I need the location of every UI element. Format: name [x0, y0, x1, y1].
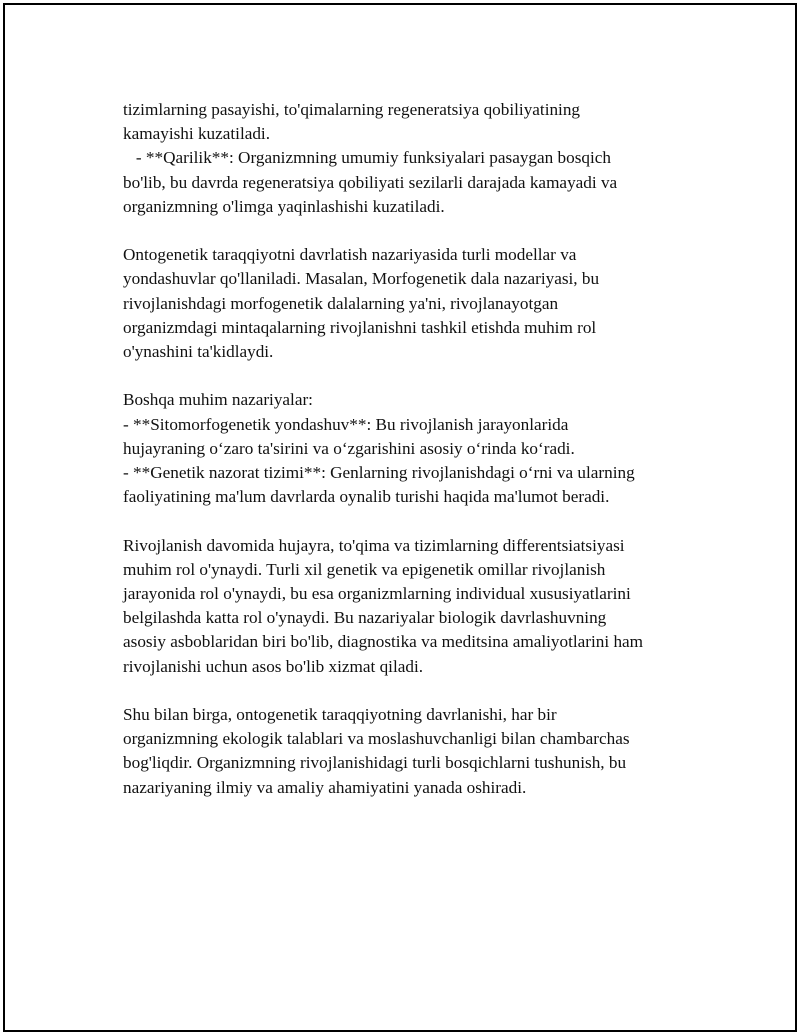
text-line: bog'liqdir. Organizmning rivojlanishidagi turli bosqichlarni tushunish, bu	[123, 753, 627, 773]
text-line: o'ynashini ta'kidlaydi.	[123, 342, 274, 362]
text-line: muhim rol o'ynaydi. Turli xil genetik va epigenetik omillar rivojlanish	[123, 559, 606, 579]
text-line: tizimlarning pasayishi, to'qimalarning regeneratsiya qobiliyatining	[123, 100, 581, 119]
text-line: Boshqa muhim nazariyalar:	[123, 390, 313, 410]
text-line: Rivojlanish davomida hujayra, to'qima va tizimlarning differentsiatsiyasi	[123, 535, 625, 555]
paragraph-aging-stage	[123, 98, 703, 219]
page-frame	[3, 3, 797, 1032]
text-line: jarayonida rol o'ynaydi, bu esa organizmlarning individual xususiyatlarini	[123, 584, 631, 604]
text-line: asosiy asboblaridan biri bo'lib, diagnostika va meditsina amaliyotlarini ham	[123, 632, 644, 652]
text-line: hujayraning o‘zaro ta'sirini va o‘zgarishini asosiy o‘rinda ko‘radi.	[123, 438, 575, 458]
text-line: nazariyaning ilmiy va amaliy ahamiyatini yanada oshiradi.	[123, 777, 527, 797]
text-line: Ontogenetik taraqqiyotni davrlatish nazariyasida turli modellar va	[123, 245, 577, 265]
text-line: - **Genetik nazorat tizimi**: Genlarning rivojlanishdagi o‘rni va ularning	[123, 463, 635, 483]
text-line: yondashuvlar qo'llaniladi. Masalan, Morfogenetik dala nazariyasi, bu	[123, 269, 600, 289]
text-line: rivojlanishdagi morfogenetik dalalarning ya'ni, rivojlanayotgan	[123, 293, 559, 313]
page-body	[123, 98, 703, 824]
text-line: - **Qarilik**: Organizmning umumiy funksiyalari pasaygan bosqich	[123, 148, 612, 168]
paragraph-periodization-theory	[123, 243, 703, 364]
text-line: organizmning ekologik talablari va moslashuvchanligi bilan chambarchas	[123, 729, 630, 749]
text-line: rivojlanishi uchun asos bo'lib xizmat qiladi.	[123, 656, 424, 676]
text-line: belgilashda katta rol o'ynaydi. Bu nazariyalar biologik davrlashuvning	[123, 608, 607, 628]
text-line: Shu bilan birga, ontogenetik taraqqiyotning davrlanishi, har bir	[123, 705, 557, 725]
text-line: kamayishi kuzatiladi.	[123, 124, 271, 144]
paragraph-other-theories	[123, 388, 703, 509]
text-line: faoliyatining ma'lum davrlarda oynalib turishi haqida ma'lumot beradi.	[123, 487, 610, 507]
paragraph-differentiation	[123, 534, 703, 679]
text-line: organizmning o'limga yaqinlashishi kuzatiladi.	[123, 196, 445, 216]
paragraph-conclusion	[123, 703, 703, 800]
text-line: organizmdagi mintaqalarning rivojlanishni tashkil etishda muhim rol	[123, 317, 597, 337]
text-line: bo'lib, bu davrda regeneratsiya qobiliyati sezilarli darajada kamayadi va	[123, 172, 618, 192]
text-line: - **Sitomorfogenetik yondashuv**: Bu rivojlanish jarayonlarida	[123, 414, 569, 434]
